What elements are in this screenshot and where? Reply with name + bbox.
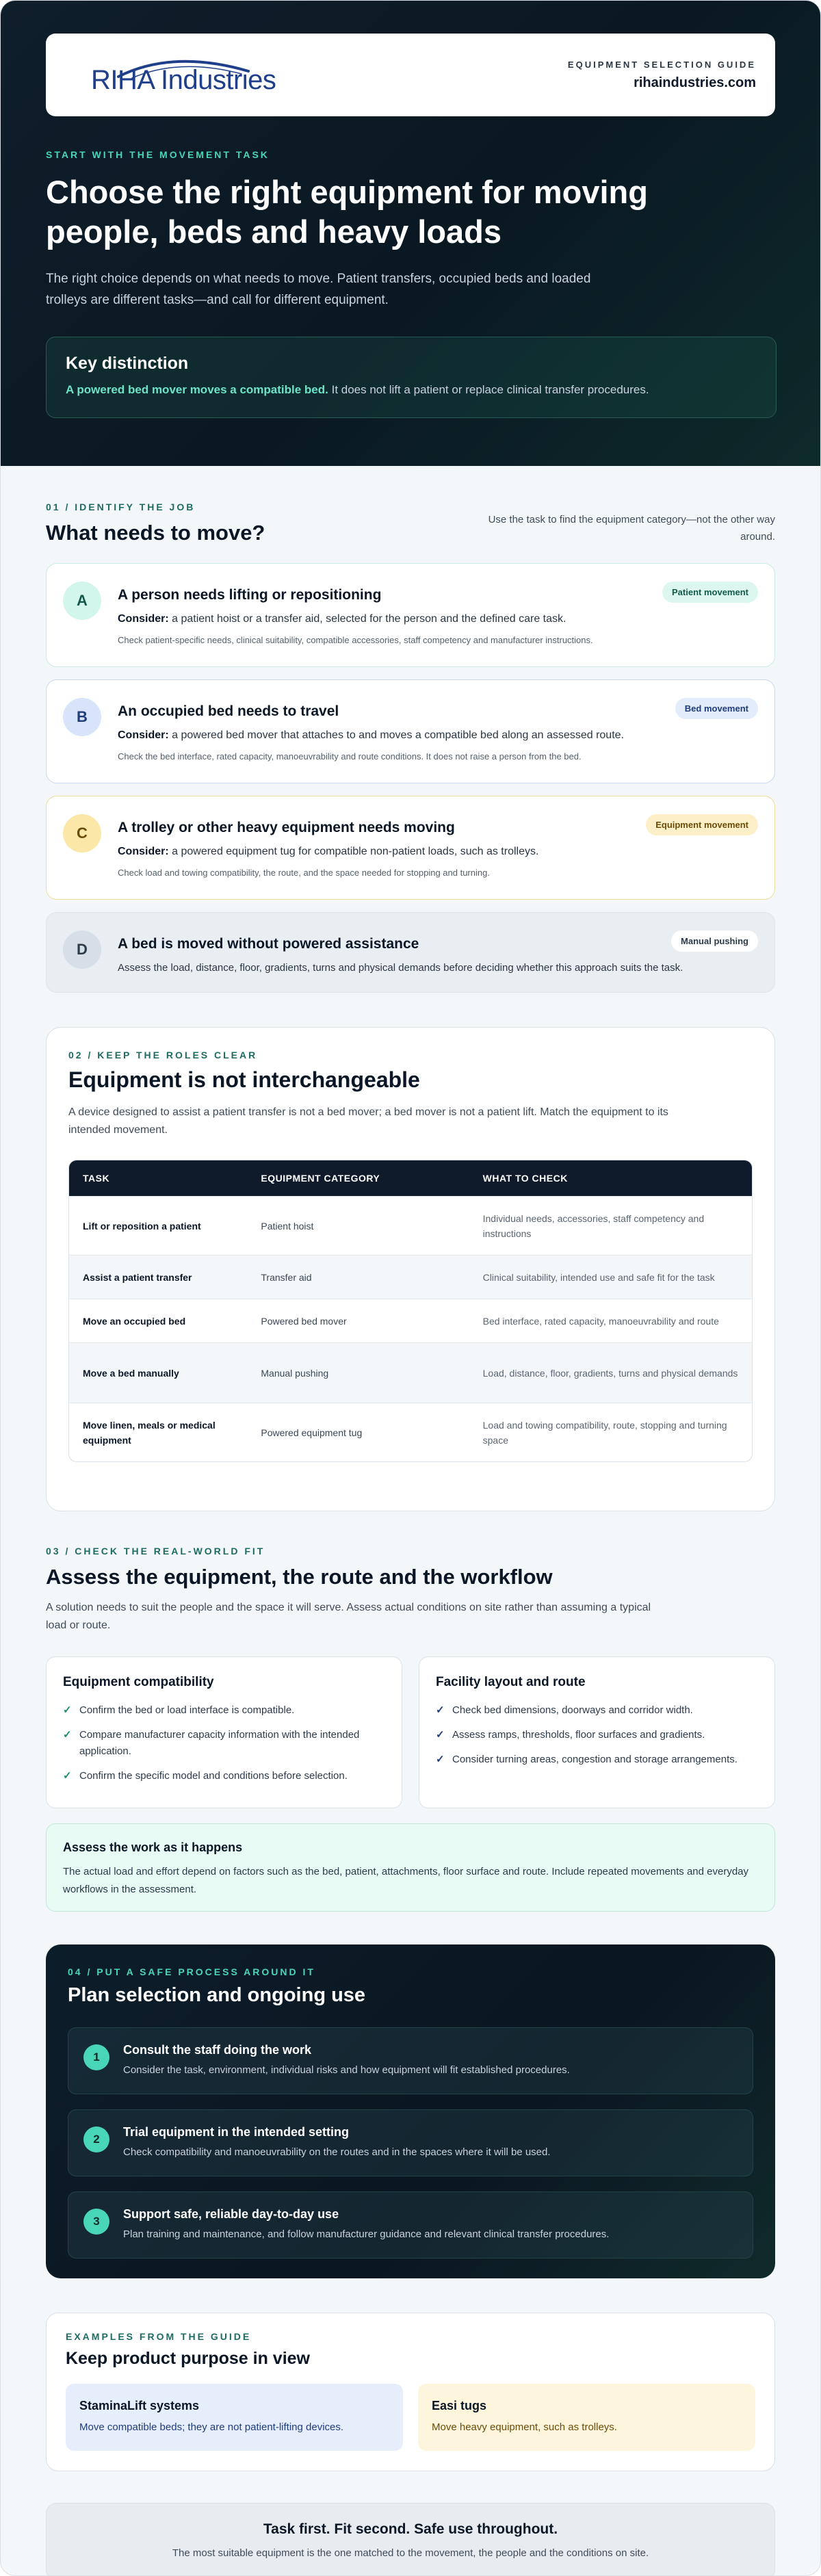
hero-intro: The right choice depends on what needs to move. Patient transfers, occupied beds and loaded trolleys are different tasks—and call for different equipment. bbox=[46, 272, 591, 307]
guide-kicker: EQUIPMENT SELECTION GUIDE bbox=[567, 59, 756, 70]
example-card-staminalift bbox=[66, 2384, 403, 2451]
task-letter-badge: B bbox=[63, 698, 101, 736]
check-icon: ✓ bbox=[63, 1770, 72, 1782]
task-card-c bbox=[46, 796, 775, 900]
checklist-text: Consider turning areas, congestion and storage arrangements. bbox=[452, 1754, 738, 1765]
task-consider bbox=[118, 729, 755, 742]
consider-text: a powered bed mover that attaches to and moves a compatible bed along an assessed route. bbox=[168, 729, 624, 741]
checklist-text: Assess ramps, thresholds, floor surfaces and gradients. bbox=[452, 1729, 705, 1741]
work-assessment-title: Assess the work as it happens bbox=[63, 1840, 243, 1854]
checklist-item bbox=[436, 1727, 758, 1743]
table-cell: Patient hoist bbox=[261, 1220, 314, 1232]
consider-text: a powered equipment tug for compatible non-patient loads, such as trolleys. bbox=[168, 846, 539, 857]
hero-section bbox=[1, 1, 820, 466]
table-cell: Manual pushing bbox=[261, 1367, 329, 1379]
table-cell: Assist a patient transfer bbox=[83, 1271, 192, 1283]
example-desc: Move compatible beds; they are not patient-lifting devices. bbox=[79, 2421, 344, 2433]
step-desc: Check compatibility and manoeuvrability on the routes and in the spaces where it will be used. bbox=[123, 2146, 551, 2158]
column-header: EQUIPMENT CATEGORY bbox=[261, 1173, 380, 1184]
roles-section bbox=[46, 1027, 775, 1511]
panel-title: Facility layout and route bbox=[436, 1675, 586, 1689]
fit-eyebrow: 03 / CHECK THE REAL-WORLD FIT bbox=[46, 1546, 265, 1557]
examples-list bbox=[66, 2384, 755, 2451]
task-title: A person needs lifting or repositioning bbox=[118, 587, 382, 603]
fit-panels bbox=[46, 1656, 775, 1808]
task-letter-badge: A bbox=[63, 582, 101, 620]
guide-meta bbox=[568, 60, 756, 91]
examples-section bbox=[46, 2313, 775, 2471]
checklist bbox=[63, 1702, 385, 1784]
work-assessment-text: The actual load and effort depend on factors such as the bed, patient, attachments, floor surface and route. Include repeated movements and everyday workflows in the assessment. bbox=[63, 1866, 749, 1895]
step-number: 3 bbox=[83, 2209, 109, 2235]
step-desc: Consider the task, environment, individual risks and how equipment will fit established procedures. bbox=[123, 2064, 570, 2076]
roles-title: Equipment is not interchangeable bbox=[68, 1067, 420, 1092]
check-icon: ✓ bbox=[436, 1729, 445, 1741]
task-consider bbox=[118, 613, 755, 625]
process-title: Plan selection and ongoing use bbox=[68, 1984, 366, 2006]
key-distinction-rest: It does not lift a patient or replace clinical transfer procedures. bbox=[328, 383, 649, 396]
checklist-text: Check bed dimensions, doorways and corridor width. bbox=[452, 1704, 693, 1716]
checklist-item bbox=[63, 1727, 385, 1760]
check-icon: ✓ bbox=[436, 1704, 445, 1716]
page-title: Choose the right equipment for moving people, beds and heavy loads bbox=[46, 174, 648, 250]
task-title: An occupied bed needs to travel bbox=[118, 703, 339, 719]
check-icon: ✓ bbox=[63, 1704, 72, 1716]
fit-desc: A solution needs to suit the people and the space it will serve. Assess actual conditions on site rather than assuming a typical load or route. bbox=[46, 1602, 651, 1631]
task-check: Assess the load, distance, floor, gradients, turns and physical demands before deciding whether this approach suits the task. bbox=[118, 962, 683, 974]
checklist-item bbox=[63, 1702, 385, 1719]
table-cell: Powered equipment tug bbox=[261, 1427, 363, 1438]
check-icon: ✓ bbox=[63, 1729, 72, 1741]
identify-eyebrow: 01 / IDENTIFY THE JOB bbox=[46, 502, 196, 512]
process-step bbox=[68, 2191, 753, 2259]
checklist-item bbox=[63, 1768, 385, 1784]
checklist-item bbox=[436, 1752, 758, 1768]
task-letter-badge: D bbox=[63, 931, 101, 969]
table-row bbox=[69, 1255, 752, 1299]
process-section bbox=[46, 1944, 775, 2278]
task-consider bbox=[118, 846, 755, 858]
site-link[interactable]: rihaindustries.com bbox=[634, 75, 756, 90]
step-desc: Plan training and maintenance, and follow manufacturer guidance and relevant clinical transfer procedures. bbox=[123, 2228, 610, 2240]
panel-title: Equipment compatibility bbox=[63, 1675, 214, 1689]
table-cell: Load, distance, floor, gradients, turns and physical demands bbox=[482, 1367, 738, 1379]
identify-section bbox=[1, 502, 820, 993]
checklist-text: Compare manufacturer capacity information with the intended application. bbox=[79, 1729, 360, 1757]
examples-eyebrow: EXAMPLES FROM THE GUIDE bbox=[66, 2331, 252, 2342]
examples-title: Keep product purpose in view bbox=[66, 2349, 310, 2368]
consider-label: Consider: bbox=[118, 729, 169, 741]
step-title: Trial equipment in the intended setting bbox=[123, 2125, 350, 2139]
table-header bbox=[69, 1160, 752, 1196]
column-header: TASK bbox=[83, 1173, 110, 1184]
process-eyebrow: 04 / PUT A SAFE PROCESS AROUND IT bbox=[68, 1966, 315, 1977]
brand-header bbox=[46, 34, 775, 116]
process-step bbox=[68, 2109, 753, 2176]
task-title: A bed is moved without powered assistance bbox=[118, 936, 419, 952]
roles-table bbox=[68, 1160, 753, 1462]
example-card-easi-tugs bbox=[418, 2384, 755, 2451]
roles-desc: A device designed to assist a patient transfer is not a bed mover; a bed mover is not a patient lift. Match the equipment to its intended movement. bbox=[68, 1106, 668, 1136]
checklist-text: Confirm the specific model and conditions before selection. bbox=[79, 1770, 348, 1782]
task-tag: Patient movement bbox=[662, 582, 758, 603]
example-name: Easi tugs bbox=[432, 2399, 487, 2412]
brand-logo[interactable] bbox=[91, 48, 276, 103]
fit-section bbox=[1, 1546, 820, 1912]
task-title: A trolley or other heavy equipment needs moving bbox=[118, 820, 455, 835]
table-cell: Transfer aid bbox=[261, 1271, 312, 1283]
key-distinction-highlight: A powered bed mover moves a compatible bed. bbox=[66, 383, 328, 396]
task-tag: Equipment movement bbox=[646, 814, 758, 835]
summary-text: The most suitable equipment is the one matched to the movement, the people and the conditions on site. bbox=[172, 2547, 649, 2559]
summary-footer bbox=[46, 2503, 775, 2576]
table-row bbox=[69, 1196, 752, 1255]
table-cell: Load and towing compatibility, route, stopping and turning space bbox=[482, 1419, 727, 1446]
task-check: Check patient-specific needs, clinical suitability, compatible accessories, staff competency and manufacturer instructions. bbox=[118, 635, 593, 645]
process-step bbox=[68, 2027, 753, 2094]
column-header: WHAT TO CHECK bbox=[482, 1173, 568, 1184]
work-assessment-box bbox=[46, 1823, 775, 1912]
step-title: Consult the staff doing the work bbox=[123, 2043, 311, 2057]
example-desc: Move heavy equipment, such as trolleys. bbox=[432, 2421, 617, 2433]
consider-text: a patient hoist or a transfer aid, selected for the person and the defined care task. bbox=[168, 613, 566, 625]
key-distinction-text bbox=[66, 383, 757, 397]
table-cell: Move linen, meals or medical equipment bbox=[83, 1419, 216, 1446]
example-name: StaminaLift systems bbox=[79, 2399, 200, 2412]
task-card-b bbox=[46, 679, 775, 783]
task-card-d bbox=[46, 912, 775, 993]
table-cell: Clinical suitability, intended use and safe fit for the task bbox=[482, 1271, 715, 1283]
consider-label: Consider: bbox=[118, 613, 169, 625]
key-distinction-box bbox=[46, 337, 777, 418]
hero-eyebrow: START WITH THE MOVEMENT TASK bbox=[46, 149, 270, 160]
table-cell: Powered bed mover bbox=[261, 1315, 347, 1327]
identify-header bbox=[46, 502, 775, 545]
summary-title: Task first. Fit second. Safe use throughout. bbox=[263, 2521, 558, 2537]
identify-note: Use the task to find the equipment category—not the other way around. bbox=[488, 514, 775, 543]
facility-layout-panel bbox=[419, 1656, 775, 1808]
step-number: 1 bbox=[83, 2044, 109, 2070]
table-row bbox=[69, 1342, 752, 1403]
key-distinction-title: Key distinction bbox=[66, 354, 189, 373]
task-check: Check the bed interface, rated capacity, manoeuvrability and route conditions. It does not raise a person from the bed. bbox=[118, 751, 582, 762]
identify-title: What needs to move? bbox=[46, 521, 265, 545]
table-cell: Move an occupied bed bbox=[83, 1315, 186, 1327]
checklist bbox=[436, 1702, 758, 1768]
consider-label: Consider: bbox=[118, 846, 169, 857]
table-cell: Move a bed manually bbox=[83, 1367, 179, 1379]
task-check: Check load and towing compatibility, the route, and the space needed for stopping and turning. bbox=[118, 868, 490, 878]
task-tag: Bed movement bbox=[675, 698, 758, 719]
brand-name: RIHA Industries bbox=[91, 64, 276, 95]
step-number: 2 bbox=[83, 2126, 109, 2152]
check-icon: ✓ bbox=[436, 1754, 445, 1765]
task-card-a bbox=[46, 563, 775, 667]
table-cell: Individual needs, accessories, staff competency and instructions bbox=[482, 1212, 705, 1239]
equipment-compatibility-panel bbox=[46, 1656, 402, 1808]
table-row bbox=[69, 1299, 752, 1342]
table-row bbox=[69, 1403, 752, 1461]
task-tag: Manual pushing bbox=[671, 931, 758, 952]
checklist-text: Confirm the bed or load interface is compatible. bbox=[79, 1704, 295, 1716]
roles-eyebrow: 02 / KEEP THE ROLES CLEAR bbox=[68, 1050, 258, 1061]
fit-title: Assess the equipment, the route and the workflow bbox=[46, 1565, 553, 1589]
table-cell: Lift or reposition a patient bbox=[83, 1220, 201, 1232]
task-letter-badge: C bbox=[63, 814, 101, 853]
checklist-item bbox=[436, 1702, 758, 1719]
table-cell: Bed interface, rated capacity, manoeuvrability and route bbox=[482, 1315, 719, 1327]
step-title: Support safe, reliable day-to-day use bbox=[123, 2207, 339, 2221]
